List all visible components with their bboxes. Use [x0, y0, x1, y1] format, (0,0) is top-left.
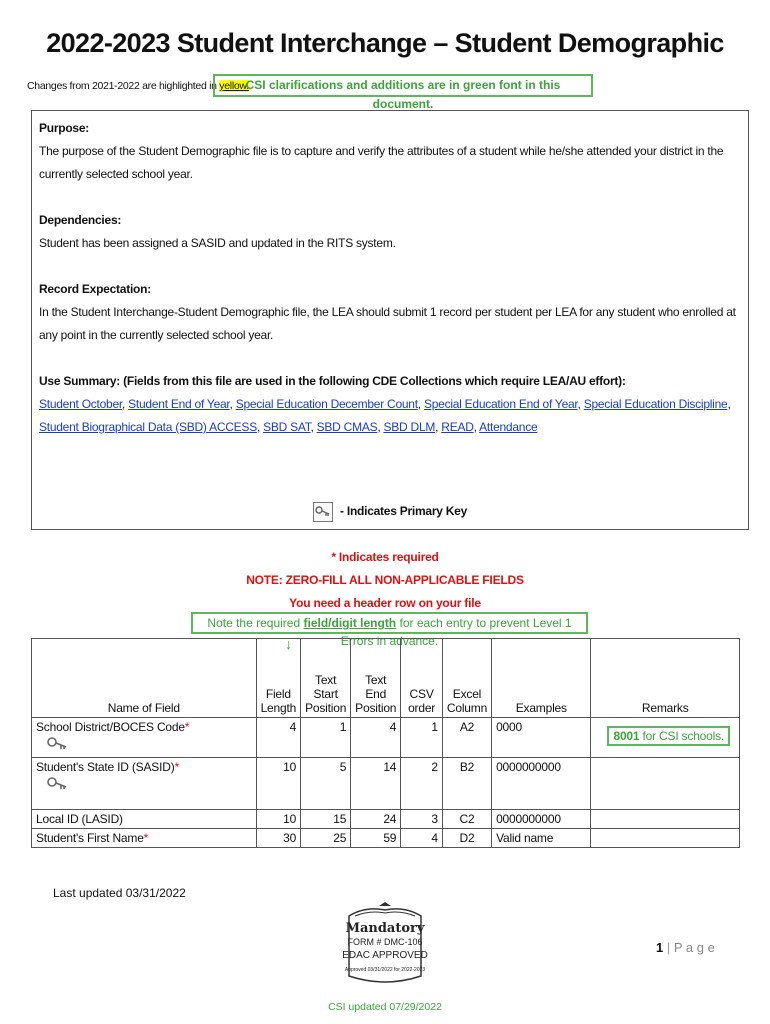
remark-cell — [591, 810, 740, 829]
table-row — [32, 718, 740, 758]
csv-order-cell: 1 — [401, 718, 443, 758]
example-cell: 0000000000 — [492, 758, 591, 810]
key-icon — [46, 736, 252, 755]
link-sped-discipline[interactable]: Special Education Discipline — [583, 397, 728, 411]
field-length-cell: 10 — [256, 758, 301, 810]
remark-text: for CSI schools. — [642, 729, 725, 743]
link-attendance[interactable]: Attendance — [479, 420, 538, 434]
remark-cell — [591, 758, 740, 810]
example-cell: 0000000000 — [492, 810, 591, 829]
text-end-cell: 59 — [351, 829, 401, 848]
excel-column-cell: D2 — [442, 829, 491, 848]
text-end-cell: 14 — [351, 758, 401, 810]
remark-code: 8001 — [613, 729, 640, 743]
csi-clarification-box: CSI clarifications and additions are in green font in this document. — [213, 74, 593, 97]
link-sped-end-of-year[interactable]: Special Education End of Year — [423, 397, 578, 411]
key-icon — [46, 776, 252, 795]
table-row — [32, 758, 740, 810]
down-arrow-icon: ↓ — [285, 636, 292, 652]
header-text-start: Text Start Position — [301, 639, 351, 718]
required-note: * Indicates required — [331, 550, 439, 564]
remark-cell — [591, 718, 740, 758]
header-examples: Examples — [492, 639, 591, 718]
excel-column-cell: A2 — [442, 718, 491, 758]
header-csv-order: CSV order — [401, 639, 443, 718]
required-marker: * — [143, 831, 149, 845]
link-sbd-cmas[interactable]: SBD CMAS — [316, 420, 378, 434]
link-sbd-sat[interactable]: SBD SAT — [263, 420, 311, 434]
example-cell: 0000 — [492, 718, 591, 758]
field-name: Student's State ID (SASID) — [36, 760, 175, 774]
field-length-cell: 4 — [256, 718, 301, 758]
text-start-cell: 1 — [301, 718, 351, 758]
link-student-october[interactable]: Student October — [39, 397, 122, 411]
link-sbd-dlm[interactable]: SBD DLM — [383, 420, 436, 434]
header-text-end: Text End Position — [351, 639, 401, 718]
field-length-note — [191, 612, 588, 648]
page-number: 1 | P a g e — [656, 940, 715, 955]
link-sped-december-count[interactable]: Special Education December Count — [235, 397, 418, 411]
use-summary-links: Student October, Student End of Year, Special Education December Count, Special Education End of Year, Special Education Discipline, Student Biographical Data (SBD) ACCESS, SBD SAT, SBD CMAS, SBD DLM, READ, Attendance — [39, 397, 731, 434]
text-start-cell: 5 — [301, 758, 351, 810]
stamp-line-1: Mandatory — [345, 921, 425, 936]
field-name: Local ID (LASID) — [36, 812, 123, 826]
field-name-cell — [32, 758, 257, 810]
stamp-line-2: FORM # DMC-106 — [347, 937, 423, 947]
stamp-line-3: EDAC APPROVED — [342, 950, 428, 961]
field-length-note-suffix: for each entry to prevent Level 1 Errors in advance. — [340, 616, 572, 648]
field-name-cell — [32, 718, 257, 758]
header-row-note: You need a header row on your file — [289, 596, 481, 610]
field-name-cell — [32, 829, 257, 848]
stamp-line-4: Approved 03/31/2022 for 2022-2023 — [344, 967, 426, 973]
field-length-cell: 30 — [256, 829, 301, 848]
remark-cell — [591, 829, 740, 848]
field-table — [31, 638, 740, 848]
dependencies-text: Student has been assigned a SASID and updated in the RITS system. — [39, 236, 396, 250]
header-excel-column: Excel Column — [442, 639, 491, 718]
page-number-value: 1 — [656, 940, 664, 955]
table-row — [32, 810, 740, 829]
link-sbd-access[interactable]: Student Biographical Data (SBD) ACCESS — [39, 420, 257, 434]
field-length-note-bold: field/digit length — [303, 616, 397, 630]
header-remarks: Remarks — [591, 639, 740, 718]
csv-order-cell: 2 — [401, 758, 443, 810]
text-end-cell: 4 — [351, 718, 401, 758]
field-length-cell: 10 — [256, 810, 301, 829]
primary-key-legend — [32, 500, 748, 523]
csv-order-cell: 4 — [401, 829, 443, 848]
changes-note-highlight: yellow. — [219, 80, 249, 92]
field-length-note-prefix: Note the required — [207, 616, 301, 630]
table-header-row — [32, 639, 740, 718]
header-name-of-field: Name of Field — [32, 639, 257, 718]
last-updated: Last updated 03/31/2022 — [53, 886, 186, 900]
record-expectation-heading: Record Expectation: — [39, 282, 151, 296]
purpose-heading: Purpose: — [39, 121, 90, 135]
csv-order-cell: 3 — [401, 810, 443, 829]
text-start-cell: 25 — [301, 829, 351, 848]
field-name: School District/BOCES Code — [36, 720, 185, 734]
required-marker: * — [184, 720, 190, 734]
use-summary-heading: Use Summary: (Fields from this file are used in the following CDE Collections which require LEA/AU effort): — [39, 374, 626, 388]
page-label: P a g e — [673, 940, 715, 955]
changes-note-text: Changes from 2021-2022 are highlighted in — [27, 80, 217, 92]
key-icon — [313, 502, 333, 522]
zero-fill-note: NOTE: ZERO-FILL ALL NON-APPLICABLE FIELDS — [246, 573, 524, 587]
purpose-text: The purpose of the Student Demographic file is to capture and verify the attributes of a student while he/she attended your district in the currently selected school year. — [39, 144, 724, 181]
mandatory-stamp — [335, 902, 435, 990]
example-cell: Valid name — [492, 829, 591, 848]
text-start-cell: 15 — [301, 810, 351, 829]
csi-updated-note: CSI updated 07/29/2022 — [328, 1001, 442, 1013]
text-end-cell: 24 — [351, 810, 401, 829]
required-marker: * — [174, 760, 179, 774]
excel-column-cell: C2 — [442, 810, 491, 829]
csi-remark — [607, 726, 730, 746]
field-name-cell — [32, 810, 257, 829]
record-expectation-text: In the Student Interchange-Student Demographic file, the LEA should submit 1 record per student per LEA for any student who enrolled at any point in the currently selected school year. — [39, 305, 736, 342]
field-name: Student's First Name — [36, 831, 144, 845]
primary-key-legend-text: - Indicates Primary Key — [340, 504, 468, 518]
link-read[interactable]: READ — [441, 420, 474, 434]
excel-column-cell: B2 — [442, 758, 491, 810]
link-student-end-of-year[interactable]: Student End of Year — [128, 397, 230, 411]
page-title: 2022-2023 Student Interchange – Student Demographic — [46, 28, 724, 58]
dependencies-heading: Dependencies: — [39, 213, 122, 227]
table-row — [32, 829, 740, 848]
header-field-length: Field Length — [256, 639, 301, 718]
info-box — [31, 110, 749, 530]
